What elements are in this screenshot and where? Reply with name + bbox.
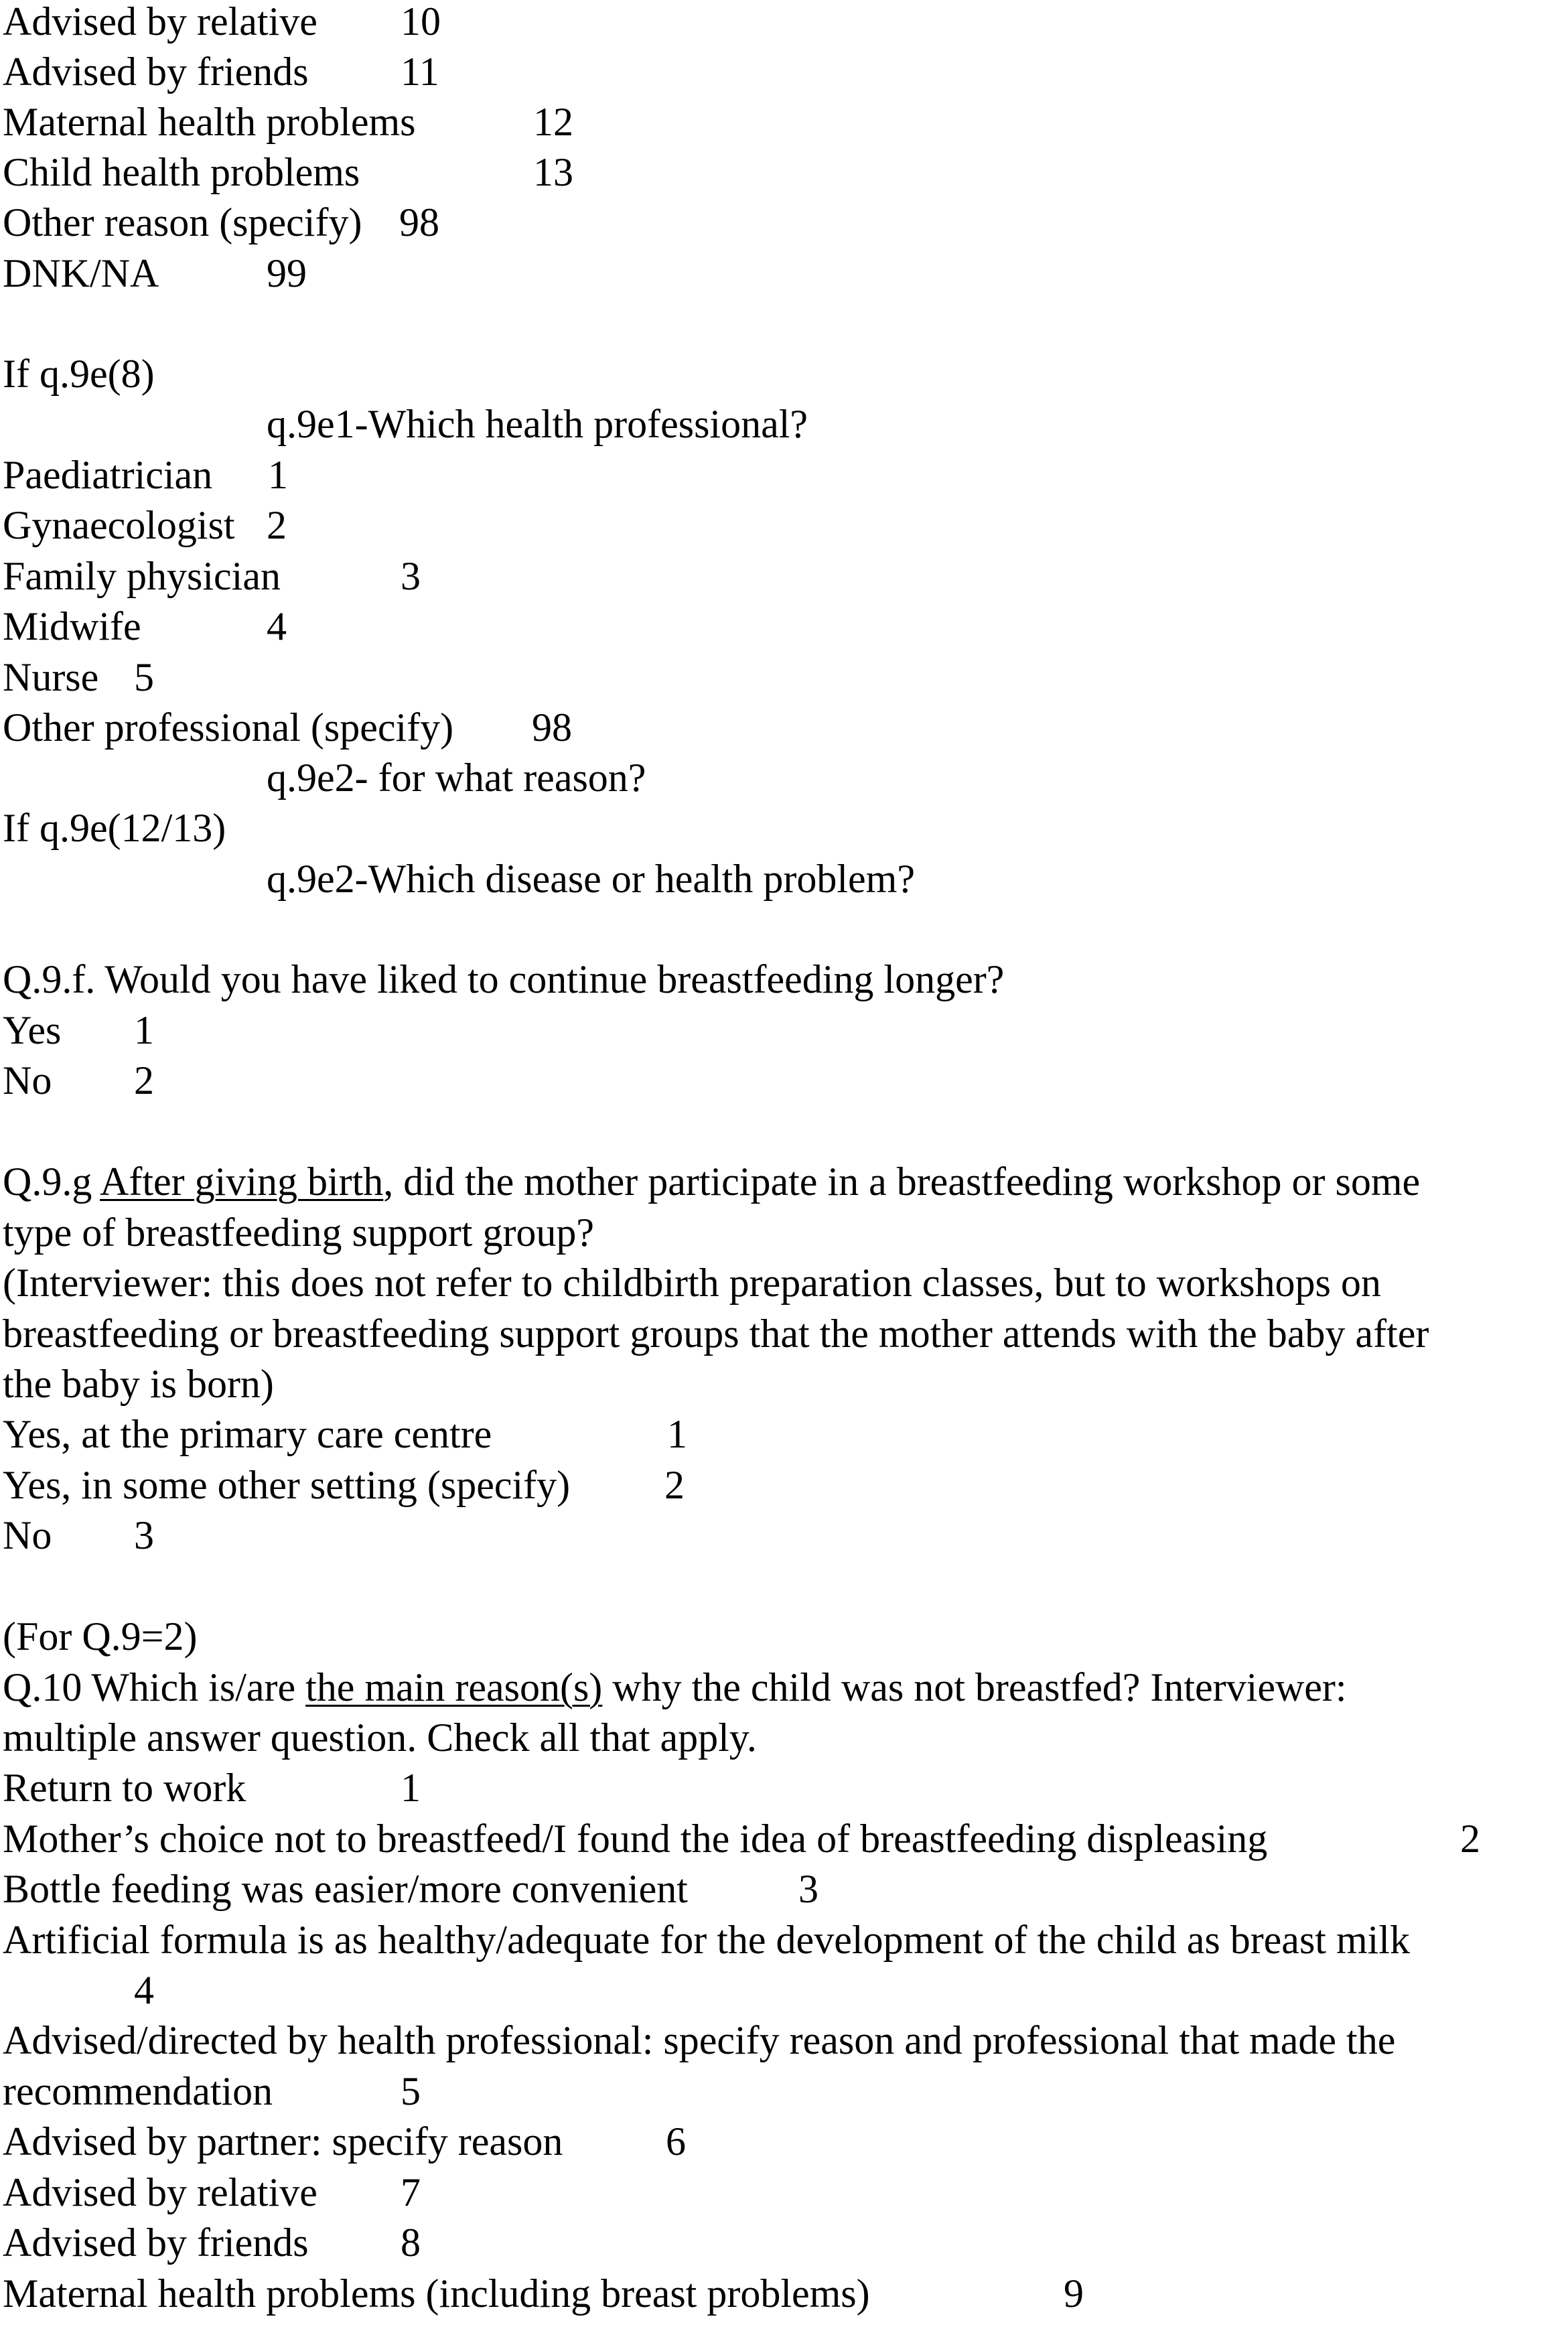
option-label: Advised by relative xyxy=(3,2170,317,2214)
option-no xyxy=(3,1060,52,1101)
option-mothers-choice xyxy=(3,1819,1267,1859)
option-code: 4 xyxy=(134,1968,154,2012)
condition-if-q9e-12-13: If q.9e(12/13) xyxy=(3,806,226,850)
option-nurse xyxy=(3,657,98,697)
option-dnk-na xyxy=(3,253,159,293)
option-code: 11 xyxy=(401,50,439,94)
option-label: No xyxy=(3,1058,52,1103)
option-code: 1 xyxy=(667,1412,687,1456)
option-code: 4 xyxy=(267,604,287,648)
option-code: 1 xyxy=(401,1766,421,1810)
option-code: 2 xyxy=(134,1058,154,1103)
question-q9e1: q.9e1-Which health professional? xyxy=(267,402,808,446)
option-no xyxy=(3,1515,52,1555)
option-label: Maternal health problems (including breast problems) xyxy=(3,2271,870,2316)
question-prefix: Q.9.g xyxy=(3,1159,100,1204)
question-q9g-line1 xyxy=(3,1161,1420,1202)
underlined-phrase: the main reason(s) xyxy=(305,1665,603,1709)
question-text: , did the mother participate in a breastfeeding workshop or some xyxy=(383,1159,1421,1204)
option-label: recommendation xyxy=(3,2069,273,2113)
option-other-professional xyxy=(3,707,453,748)
interviewer-note-line1: (Interviewer: this does not refer to childbirth preparation classes, but to workshops on xyxy=(3,1261,1381,1305)
option-label: Gynaecologist xyxy=(3,503,235,547)
option-return-to-work xyxy=(3,1768,246,1808)
option-label: Mother’s choice not to breastfeed/I found the idea of breastfeeding displeasing xyxy=(3,1817,1268,1861)
option-advised-by-friends xyxy=(3,2222,309,2263)
option-label: Advised by friends xyxy=(3,2220,309,2265)
option-code: 1 xyxy=(268,453,288,497)
interviewer-note-line3: the baby is born) xyxy=(3,1362,274,1406)
option-label: DNK/NA xyxy=(3,251,159,295)
option-code: 10 xyxy=(401,0,441,44)
option-code: 6 xyxy=(666,2119,686,2164)
option-bottle-feeding-easier xyxy=(3,1869,688,1909)
option-advised-by-partner xyxy=(3,2121,563,2162)
option-code: 3 xyxy=(401,554,421,598)
option-paediatrician xyxy=(3,455,212,495)
option-code: 99 xyxy=(267,251,307,295)
option-code: 3 xyxy=(798,1867,818,1911)
option-yes xyxy=(3,1010,61,1050)
option-advised-by-relative xyxy=(3,2172,317,2212)
option-other-setting xyxy=(3,1465,570,1505)
option-label: Advised by relative xyxy=(3,0,317,44)
option-label: Yes xyxy=(3,1008,62,1052)
option-child-health-problems xyxy=(3,152,360,192)
option-label: Child health problems xyxy=(3,150,360,194)
option-label: Advised by friends xyxy=(3,50,309,94)
condition-for-q9-2: (For Q.9=2) xyxy=(3,1614,198,1658)
underlined-phrase: After giving birth xyxy=(100,1159,384,1204)
option-label: Yes, in some other setting (specify) xyxy=(3,1463,571,1507)
option-code: 98 xyxy=(532,705,572,750)
question-q10-line1 xyxy=(3,1667,1347,1707)
option-advised-health-professional-line1: Advised/directed by health professional: specify reason and professional that made the xyxy=(3,2018,1396,2062)
option-label: Paediatrician xyxy=(3,453,213,497)
option-advised-by-friends xyxy=(3,52,309,92)
option-advised-health-professional-line2 xyxy=(3,2071,273,2111)
option-artificial-formula xyxy=(3,1920,1410,1960)
option-code: 7 xyxy=(401,2170,421,2214)
option-code: 12 xyxy=(533,100,573,144)
option-other-reason xyxy=(3,202,362,242)
option-label: Return to work xyxy=(3,1766,246,1810)
option-family-physician xyxy=(3,556,281,596)
option-label: Maternal health problems xyxy=(3,100,416,144)
option-label: Midwife xyxy=(3,604,141,648)
option-code: 98 xyxy=(399,200,439,244)
question-q9e2-disease: q.9e2-Which disease or health problem? xyxy=(267,857,915,901)
option-code: 8 xyxy=(401,2220,421,2265)
option-code: 5 xyxy=(401,2069,421,2113)
option-label: Bottle feeding was easier/more convenient xyxy=(3,1867,688,1911)
option-code: 2 xyxy=(267,503,287,547)
option-midwife xyxy=(3,606,141,646)
question-text: why the child was not breastfed? Interviewer: xyxy=(602,1665,1347,1709)
option-code: 9 xyxy=(1064,2271,1084,2316)
question-prefix: Q.10 Which is/are xyxy=(3,1665,306,1709)
option-code: 3 xyxy=(134,1513,154,1557)
option-code: 1 xyxy=(134,1008,154,1052)
option-label: Artificial formula is as healthy/adequate for the development of the child as breast milk xyxy=(3,1918,1410,1962)
condition-if-q9e-8: If q.9e(8) xyxy=(3,352,155,396)
option-label: Nurse xyxy=(3,655,99,699)
option-label: Yes, at the primary care centre xyxy=(3,1412,492,1456)
option-label: Family physician xyxy=(3,554,281,598)
option-gynaecologist xyxy=(3,505,235,545)
option-advised-by-relative xyxy=(3,1,317,42)
question-q9g-line2: type of breastfeeding support group? xyxy=(3,1210,595,1255)
option-label: Advised by partner: specify reason xyxy=(3,2119,563,2164)
question-q10-line2: multiple answer question. Check all that apply. xyxy=(3,1715,757,1760)
question-q9e2-reason: q.9e2- for what reason? xyxy=(267,756,646,800)
option-maternal-health-problems-breast xyxy=(3,2273,870,2314)
option-label: No xyxy=(3,1513,52,1557)
option-code: 13 xyxy=(533,150,573,194)
option-code: 5 xyxy=(134,655,154,699)
option-maternal-health-problems xyxy=(3,102,415,142)
interviewer-note-line2: breastfeeding or breastfeeding support groups that the mother attends with the baby after xyxy=(3,1312,1429,1356)
option-code: 2 xyxy=(1460,1817,1480,1861)
option-label: Other reason (specify) xyxy=(3,200,362,244)
question-q9f: Q.9.f. Would you have liked to continue breastfeeding longer? xyxy=(3,957,1005,1001)
option-label: Other professional (specify) xyxy=(3,705,454,750)
option-primary-care-centre xyxy=(3,1414,492,1454)
option-code: 2 xyxy=(664,1463,685,1507)
